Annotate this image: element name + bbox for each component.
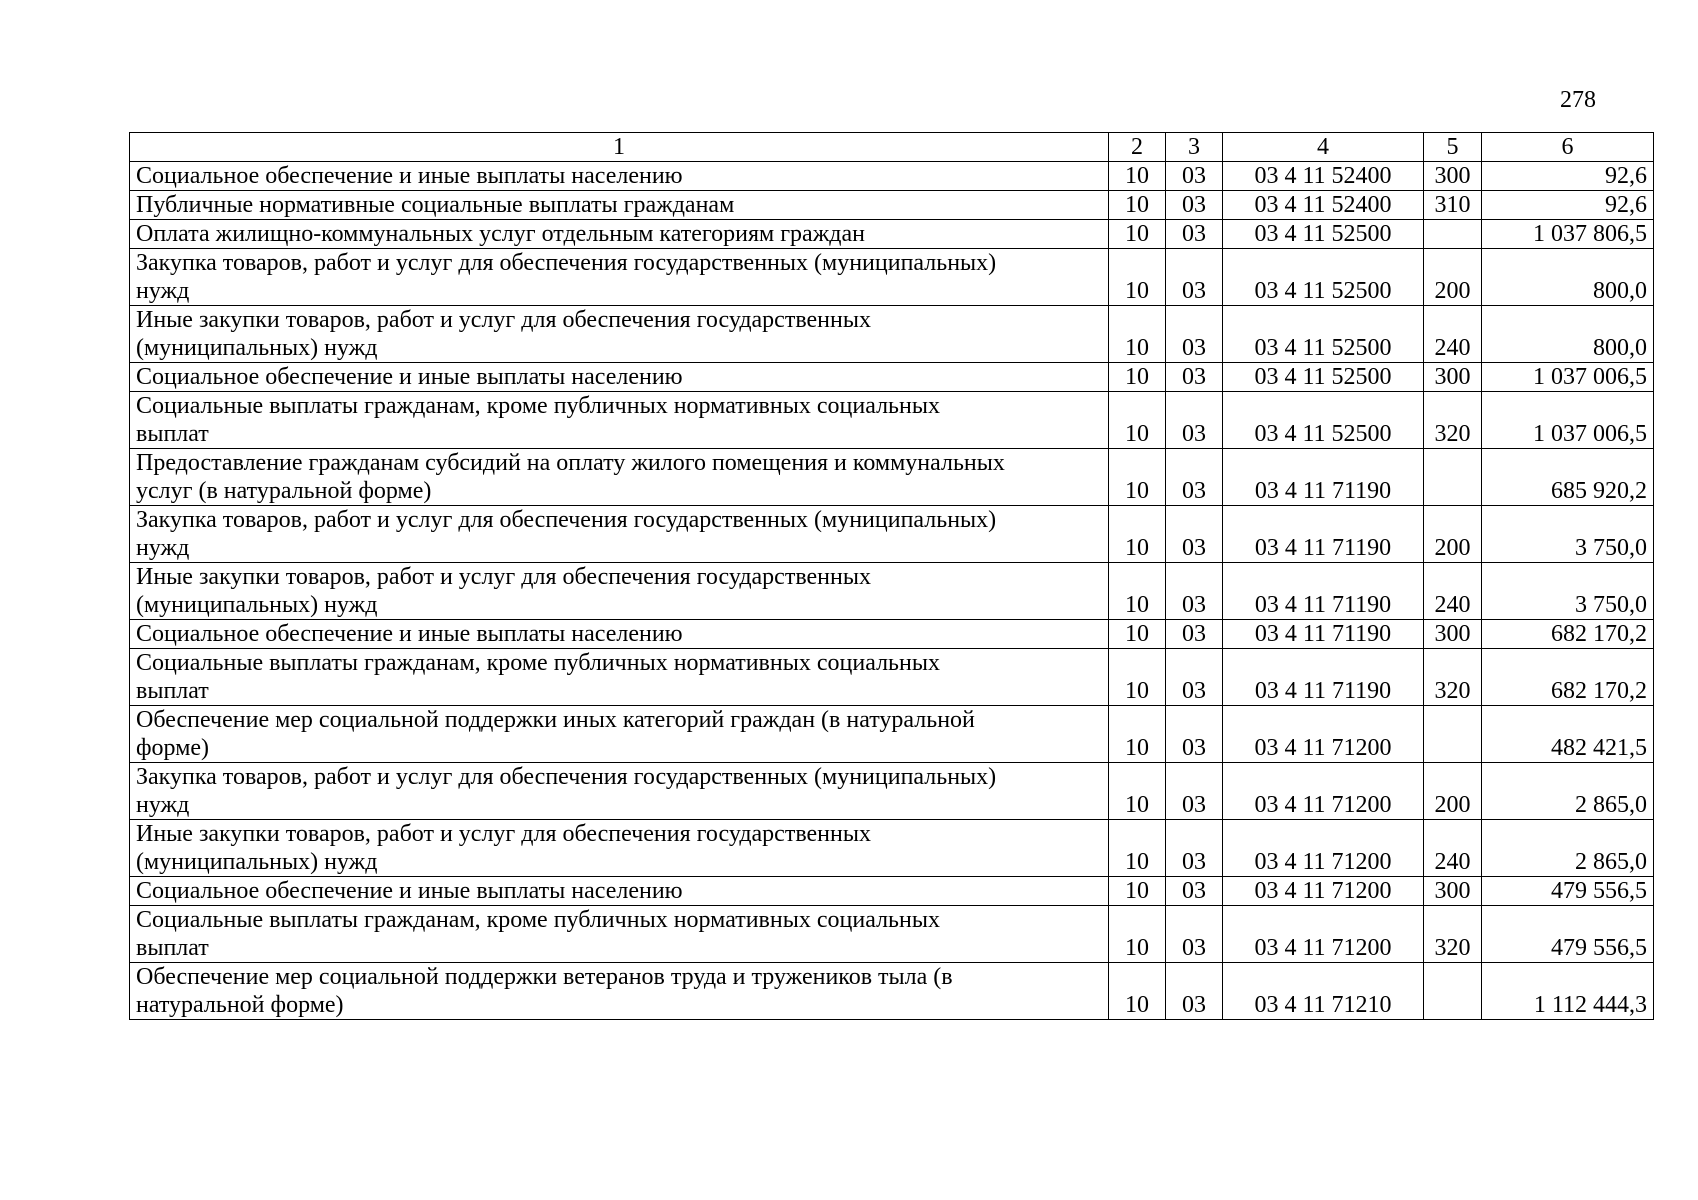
row-description	[130, 763, 1109, 820]
row-amount: 92,6	[1482, 162, 1654, 191]
row-expense-type	[1424, 963, 1482, 1020]
table-row	[130, 706, 1654, 763]
row-description	[130, 820, 1109, 877]
row-amount: 2 865,0	[1482, 763, 1654, 820]
row-section: 10	[1109, 649, 1166, 706]
row-description-line: Закупка товаров, работ и услуг для обеспечения государственных (муниципальных)	[136, 764, 997, 790]
row-subsection: 03	[1166, 706, 1223, 763]
row-amount: 800,0	[1482, 249, 1654, 306]
row-expense-type: 200	[1424, 506, 1482, 563]
row-subsection: 03	[1166, 963, 1223, 1020]
row-subsection: 03	[1166, 162, 1223, 191]
row-subsection: 03	[1166, 906, 1223, 963]
row-target-code: 03 4 11 71200	[1223, 763, 1424, 820]
table-row	[130, 563, 1654, 620]
table-row	[130, 506, 1654, 563]
row-target-code: 03 4 11 71190	[1223, 649, 1424, 706]
row-subsection: 03	[1166, 620, 1223, 649]
row-description	[130, 649, 1109, 706]
row-subsection: 03	[1166, 191, 1223, 220]
row-amount: 1 112 444,3	[1482, 963, 1654, 1020]
header-col-3: 3	[1166, 133, 1223, 162]
row-expense-type: 320	[1424, 906, 1482, 963]
row-subsection: 03	[1166, 877, 1223, 906]
row-section: 10	[1109, 963, 1166, 1020]
row-description	[130, 877, 1109, 906]
row-description-line: нужд	[136, 535, 190, 561]
table-row	[130, 963, 1654, 1020]
row-target-code: 03 4 11 71190	[1223, 506, 1424, 563]
row-target-code: 03 4 11 71200	[1223, 877, 1424, 906]
row-section: 10	[1109, 706, 1166, 763]
row-description	[130, 706, 1109, 763]
row-amount: 1 037 806,5	[1482, 220, 1654, 249]
row-target-code: 03 4 11 52500	[1223, 306, 1424, 363]
table-row	[130, 620, 1654, 649]
row-target-code: 03 4 11 71200	[1223, 820, 1424, 877]
row-description-line: Предоставление гражданам субсидий на оплату жилого помещения и коммунальных	[136, 450, 1005, 476]
row-description-line: (муниципальных) нужд	[136, 849, 378, 875]
row-expense-type: 200	[1424, 763, 1482, 820]
header-col-1: 1	[130, 133, 1109, 162]
row-target-code: 03 4 11 71190	[1223, 563, 1424, 620]
row-description-line: форме)	[136, 735, 210, 761]
table-row	[130, 449, 1654, 506]
row-amount: 479 556,5	[1482, 877, 1654, 906]
row-target-code: 03 4 11 71200	[1223, 706, 1424, 763]
row-amount: 800,0	[1482, 306, 1654, 363]
row-expense-type: 240	[1424, 306, 1482, 363]
row-description-line: нужд	[136, 278, 190, 304]
row-target-code: 03 4 11 71190	[1223, 449, 1424, 506]
row-description-line: Социальное обеспечение и иные выплаты населению	[136, 878, 683, 904]
row-section: 10	[1109, 449, 1166, 506]
row-description-line: Закупка товаров, работ и услуг для обеспечения государственных (муниципальных)	[136, 250, 997, 276]
row-description	[130, 162, 1109, 191]
row-description-line: Иные закупки товаров, работ и услуг для обеспечения государственных	[136, 564, 871, 590]
row-section: 10	[1109, 220, 1166, 249]
row-section: 10	[1109, 506, 1166, 563]
row-description-line: Оплата жилищно-коммунальных услуг отдельным категориям граждан	[136, 221, 865, 247]
row-description	[130, 306, 1109, 363]
table-body	[130, 133, 1654, 1020]
row-target-code: 03 4 11 71210	[1223, 963, 1424, 1020]
row-description-line: Социальное обеспечение и иные выплаты населению	[136, 163, 683, 189]
row-description-line: Социальное обеспечение и иные выплаты населению	[136, 621, 683, 647]
row-section: 10	[1109, 906, 1166, 963]
table-row	[130, 877, 1654, 906]
row-section: 10	[1109, 820, 1166, 877]
table-row	[130, 220, 1654, 249]
row-amount: 1 037 006,5	[1482, 363, 1654, 392]
row-expense-type: 300	[1424, 877, 1482, 906]
row-target-code: 03 4 11 52500	[1223, 249, 1424, 306]
table-row	[130, 306, 1654, 363]
row-description-line: Публичные нормативные социальные выплаты гражданам	[136, 192, 735, 218]
row-expense-type: 240	[1424, 563, 1482, 620]
row-expense-type: 300	[1424, 620, 1482, 649]
table-row	[130, 249, 1654, 306]
row-subsection: 03	[1166, 220, 1223, 249]
row-target-code: 03 4 11 71190	[1223, 620, 1424, 649]
row-description	[130, 963, 1109, 1020]
row-description	[130, 191, 1109, 220]
row-subsection: 03	[1166, 392, 1223, 449]
row-expense-type	[1424, 220, 1482, 249]
row-description	[130, 249, 1109, 306]
row-subsection: 03	[1166, 820, 1223, 877]
row-description-line: Обеспечение мер социальной поддержки ветеранов труда и тружеников тыла (в	[136, 964, 953, 990]
row-description	[130, 363, 1109, 392]
row-section: 10	[1109, 191, 1166, 220]
row-description-line: Закупка товаров, работ и услуг для обеспечения государственных (муниципальных)	[136, 507, 997, 533]
row-description	[130, 906, 1109, 963]
row-description-line: Иные закупки товаров, работ и услуг для обеспечения государственных	[136, 307, 871, 333]
row-amount: 92,6	[1482, 191, 1654, 220]
row-description-line: нужд	[136, 792, 190, 818]
row-description-line: услуг (в натуральной форме)	[136, 478, 432, 504]
row-description	[130, 620, 1109, 649]
row-target-code: 03 4 11 52500	[1223, 392, 1424, 449]
row-expense-type	[1424, 449, 1482, 506]
row-expense-type: 300	[1424, 363, 1482, 392]
row-amount: 682 170,2	[1482, 649, 1654, 706]
row-subsection: 03	[1166, 506, 1223, 563]
row-amount: 479 556,5	[1482, 906, 1654, 963]
row-description-line: (муниципальных) нужд	[136, 335, 378, 361]
row-amount: 3 750,0	[1482, 506, 1654, 563]
row-description-line: Социальные выплаты гражданам, кроме публичных нормативных социальных	[136, 907, 940, 933]
row-subsection: 03	[1166, 249, 1223, 306]
row-amount: 1 037 006,5	[1482, 392, 1654, 449]
header-col-5: 5	[1424, 133, 1482, 162]
row-section: 10	[1109, 249, 1166, 306]
page-number: 278	[1560, 87, 1596, 113]
budget-table	[129, 132, 1654, 1020]
row-section: 10	[1109, 563, 1166, 620]
row-subsection: 03	[1166, 563, 1223, 620]
row-target-code: 03 4 11 52500	[1223, 363, 1424, 392]
row-expense-type	[1424, 706, 1482, 763]
row-description-line: Социальные выплаты гражданам, кроме публичных нормативных социальных	[136, 650, 940, 676]
row-description	[130, 563, 1109, 620]
row-amount: 685 920,2	[1482, 449, 1654, 506]
row-description-line: Социальное обеспечение и иные выплаты населению	[136, 364, 683, 390]
row-expense-type: 200	[1424, 249, 1482, 306]
row-section: 10	[1109, 392, 1166, 449]
row-amount: 2 865,0	[1482, 820, 1654, 877]
row-section: 10	[1109, 162, 1166, 191]
row-description-line: выплат	[136, 935, 209, 961]
row-description	[130, 392, 1109, 449]
row-description	[130, 449, 1109, 506]
row-target-code: 03 4 11 52400	[1223, 191, 1424, 220]
row-expense-type: 240	[1424, 820, 1482, 877]
row-subsection: 03	[1166, 363, 1223, 392]
row-description-line: Социальные выплаты гражданам, кроме публичных нормативных социальных	[136, 393, 940, 419]
row-subsection: 03	[1166, 763, 1223, 820]
row-expense-type: 310	[1424, 191, 1482, 220]
row-section: 10	[1109, 306, 1166, 363]
row-subsection: 03	[1166, 449, 1223, 506]
row-description-line: выплат	[136, 678, 209, 704]
table-row	[130, 392, 1654, 449]
table-row	[130, 820, 1654, 877]
row-expense-type: 320	[1424, 649, 1482, 706]
row-subsection: 03	[1166, 649, 1223, 706]
row-amount: 482 421,5	[1482, 706, 1654, 763]
row-description	[130, 220, 1109, 249]
table-row	[130, 162, 1654, 191]
header-col-4: 4	[1223, 133, 1424, 162]
row-section: 10	[1109, 877, 1166, 906]
table-row	[130, 363, 1654, 392]
row-description-line: Обеспечение мер социальной поддержки иных категорий граждан (в натуральной	[136, 707, 975, 733]
row-description-line: натуральной форме)	[136, 992, 344, 1018]
table-row	[130, 763, 1654, 820]
row-target-code: 03 4 11 71200	[1223, 906, 1424, 963]
header-col-2: 2	[1109, 133, 1166, 162]
row-subsection: 03	[1166, 306, 1223, 363]
row-expense-type: 300	[1424, 162, 1482, 191]
row-amount: 3 750,0	[1482, 563, 1654, 620]
table-row	[130, 906, 1654, 963]
row-description-line: Иные закупки товаров, работ и услуг для обеспечения государственных	[136, 821, 871, 847]
row-description-line: выплат	[136, 421, 209, 447]
header-col-6: 6	[1482, 133, 1654, 162]
header-row	[130, 133, 1654, 162]
row-target-code: 03 4 11 52400	[1223, 162, 1424, 191]
row-description-line: (муниципальных) нужд	[136, 592, 378, 618]
row-amount: 682 170,2	[1482, 620, 1654, 649]
row-section: 10	[1109, 620, 1166, 649]
row-expense-type: 320	[1424, 392, 1482, 449]
table-row	[130, 191, 1654, 220]
row-section: 10	[1109, 363, 1166, 392]
row-target-code: 03 4 11 52500	[1223, 220, 1424, 249]
row-description	[130, 506, 1109, 563]
row-section: 10	[1109, 763, 1166, 820]
table-row	[130, 649, 1654, 706]
